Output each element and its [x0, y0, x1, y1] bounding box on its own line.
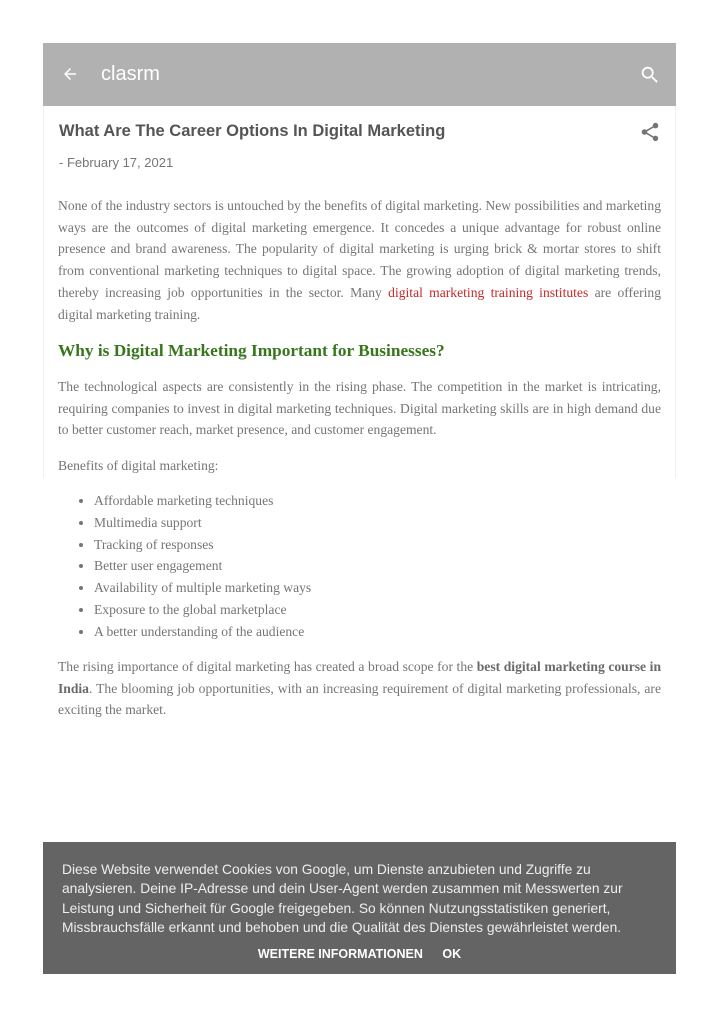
list-item: • Affordable marketing techniques [94, 490, 311, 512]
intro-text: None of the industry sectors is untouched by the benefits of digital marketing. New possibilities and marketing ways are the outcomes of digital marketing emergence. It concedes a unique advantage for robust online presence and brand awareness. The popularity of digital marketing is urging brick & mortar stores to shift from conventional marketing techniques to digital space. The growing adoption of digital marketing trends, thereby increasing job opportunities in the sector. Many [58, 198, 661, 300]
back-button[interactable] [57, 61, 83, 87]
share-icon [639, 120, 661, 144]
cookie-notice [43, 842, 676, 974]
post-title: What Are The Career Options In Digital Marketing [59, 122, 446, 140]
list-item: • Exposure to the global marketplace [94, 599, 311, 621]
closing-paragraph [58, 656, 661, 721]
list-item: • Multimedia support [94, 512, 311, 534]
cookie-actions [43, 947, 676, 961]
benefits-intro: Benefits of digital marketing: [58, 458, 219, 473]
arrow-left-icon [61, 65, 79, 83]
post-date: - February 17, 2021 [59, 155, 174, 170]
list-item: • Tracking of responses [94, 534, 311, 556]
intro-text-end: are offering digital marketing training. [58, 284, 661, 322]
top-app-bar [43, 43, 676, 106]
benefits-list [58, 490, 311, 643]
list-item: • Better user engagement [94, 555, 311, 577]
closing-text: The rising importance of digital marketing has created a broad scope for the [58, 659, 477, 674]
site-title[interactable]: clasrm [101, 63, 160, 85]
ok-button[interactable]: OK [442, 947, 462, 961]
cookie-notice-text: Diese Website verwendet Cookies von Google, um Dienste anzubieten und Zugriffe zu analysieren. Deine IP-Adresse und dein User-Agent werden zusammen mit Messwerten zur Leistung und Sicherheit für Google freigegeben. So können Nutzungsstatistiken generiert, Missbrauchsfälle erkannt und behoben und die Qualität des Dienstes gewährleistet werden. [62, 862, 623, 936]
closing-text-end: . The blooming job opportunities, with an increasing requirement of digital marketing professionals, are exciting the market. [58, 680, 661, 718]
list-item: • A better understanding of the audience [94, 621, 311, 643]
training-institutes-link[interactable]: digital marketing training institutes [388, 284, 589, 300]
more-info-button[interactable]: WEITERE INFORMATIONEN [257, 947, 423, 961]
course-highlight: best digital marketing course in India [58, 659, 661, 696]
section-heading: Why is Digital Marketing Important for Businesses? [58, 341, 445, 360]
share-button[interactable] [639, 120, 661, 144]
intro-paragraph [58, 195, 661, 325]
search-icon [639, 64, 661, 86]
search-button[interactable] [638, 63, 662, 87]
section-paragraph: The technological aspects are consistently in the rising phase. The competition in the market is intricating, requiring companies to invest in digital marketing techniques. Digital marketing skills are in high demand due to better customer reach, market presence, and customer engagement. [58, 379, 661, 438]
list-item: • Availability of multiple marketing ways [94, 577, 311, 599]
